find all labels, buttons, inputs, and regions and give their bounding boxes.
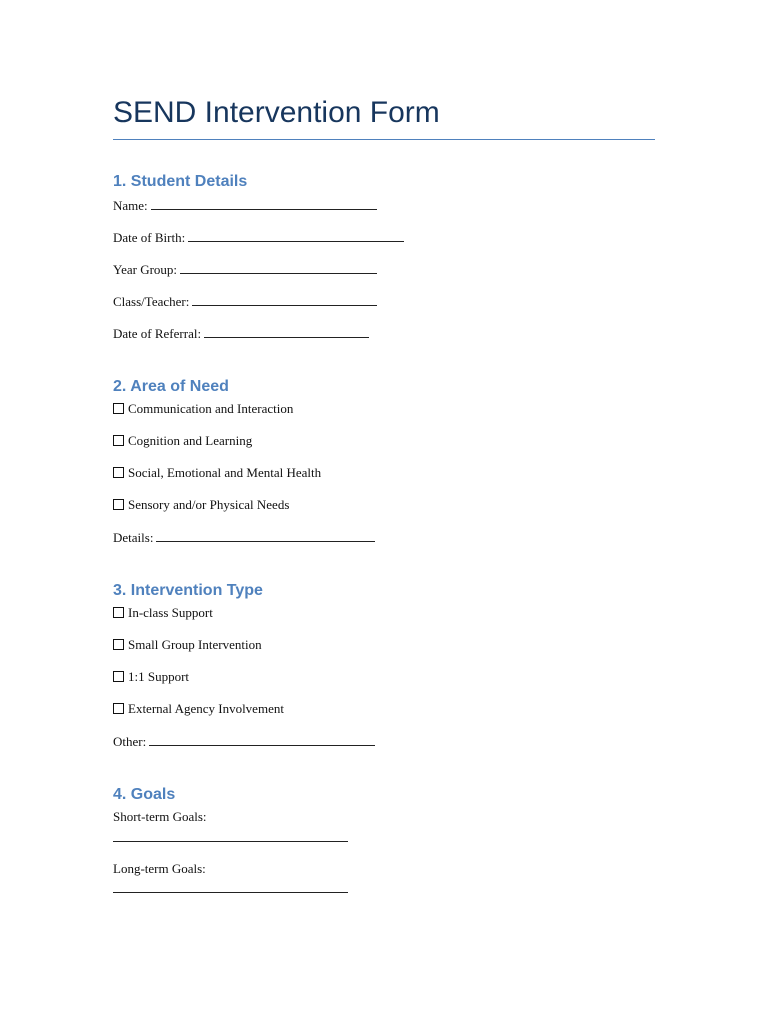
checkbox-icon[interactable] (113, 499, 124, 510)
option-label: In-class Support (128, 605, 213, 620)
field-details (113, 530, 375, 546)
option-label: Communication and Interaction (128, 401, 294, 416)
field-date-of-birth (113, 230, 404, 246)
details-blank[interactable] (156, 530, 375, 542)
checkbox-icon[interactable] (113, 403, 124, 414)
field-label: Other: (113, 734, 147, 749)
other-blank[interactable] (149, 734, 375, 746)
option-external-agency[interactable] (113, 701, 284, 717)
option-label: Cognition and Learning (128, 433, 253, 448)
label-long-term-goals: Long-term Goals: (113, 861, 206, 876)
class-teacher-blank[interactable] (192, 294, 377, 306)
field-date-of-referral (113, 326, 369, 342)
option-one-to-one[interactable] (113, 669, 189, 685)
title-divider (113, 139, 655, 140)
checkbox-icon[interactable] (113, 467, 124, 478)
heading-goals: 4. Goals (113, 786, 176, 803)
heading-student-details: 1. Student Details (113, 173, 248, 190)
option-cognition-learning[interactable] (113, 433, 252, 449)
checkbox-icon[interactable] (113, 639, 124, 650)
checkbox-icon[interactable] (113, 607, 124, 618)
field-year-group (113, 262, 377, 278)
date-of-referral-blank[interactable] (204, 326, 369, 338)
long-term-goals-blank[interactable] (113, 892, 348, 893)
short-term-goals-blank[interactable] (113, 841, 348, 842)
label-short-term-goals: Short-term Goals: (113, 809, 207, 824)
option-label: External Agency Involvement (128, 701, 284, 716)
field-class-teacher (113, 294, 377, 310)
field-label: Date of Referral: (113, 326, 202, 341)
field-other (113, 734, 375, 750)
field-label: Name: (113, 198, 148, 213)
heading-area-of-need: 2. Area of Need (113, 378, 229, 395)
checkbox-icon[interactable] (113, 703, 124, 714)
name-blank[interactable] (151, 198, 377, 210)
option-semh[interactable] (113, 465, 321, 481)
option-label: Small Group Intervention (128, 637, 262, 652)
option-label: 1:1 Support (128, 669, 190, 684)
year-group-blank[interactable] (180, 262, 377, 274)
field-label: Date of Birth: (113, 230, 186, 245)
checkbox-icon[interactable] (113, 435, 124, 446)
date-of-birth-blank[interactable] (188, 230, 404, 242)
option-in-class-support[interactable] (113, 605, 213, 621)
heading-intervention-type: 3. Intervention Type (113, 582, 263, 599)
option-communication-interaction[interactable] (113, 401, 293, 417)
option-sensory-physical[interactable] (113, 497, 289, 513)
field-label: Year Group: (113, 262, 178, 277)
field-label: Class/Teacher: (113, 294, 190, 309)
field-label: Details: (113, 530, 154, 545)
option-small-group[interactable] (113, 637, 262, 653)
field-name (113, 198, 377, 214)
option-label: Social, Emotional and Mental Health (128, 465, 322, 480)
checkbox-icon[interactable] (113, 671, 124, 682)
document-title: SEND Intervention Form (113, 96, 440, 129)
option-label: Sensory and/or Physical Needs (128, 497, 290, 512)
